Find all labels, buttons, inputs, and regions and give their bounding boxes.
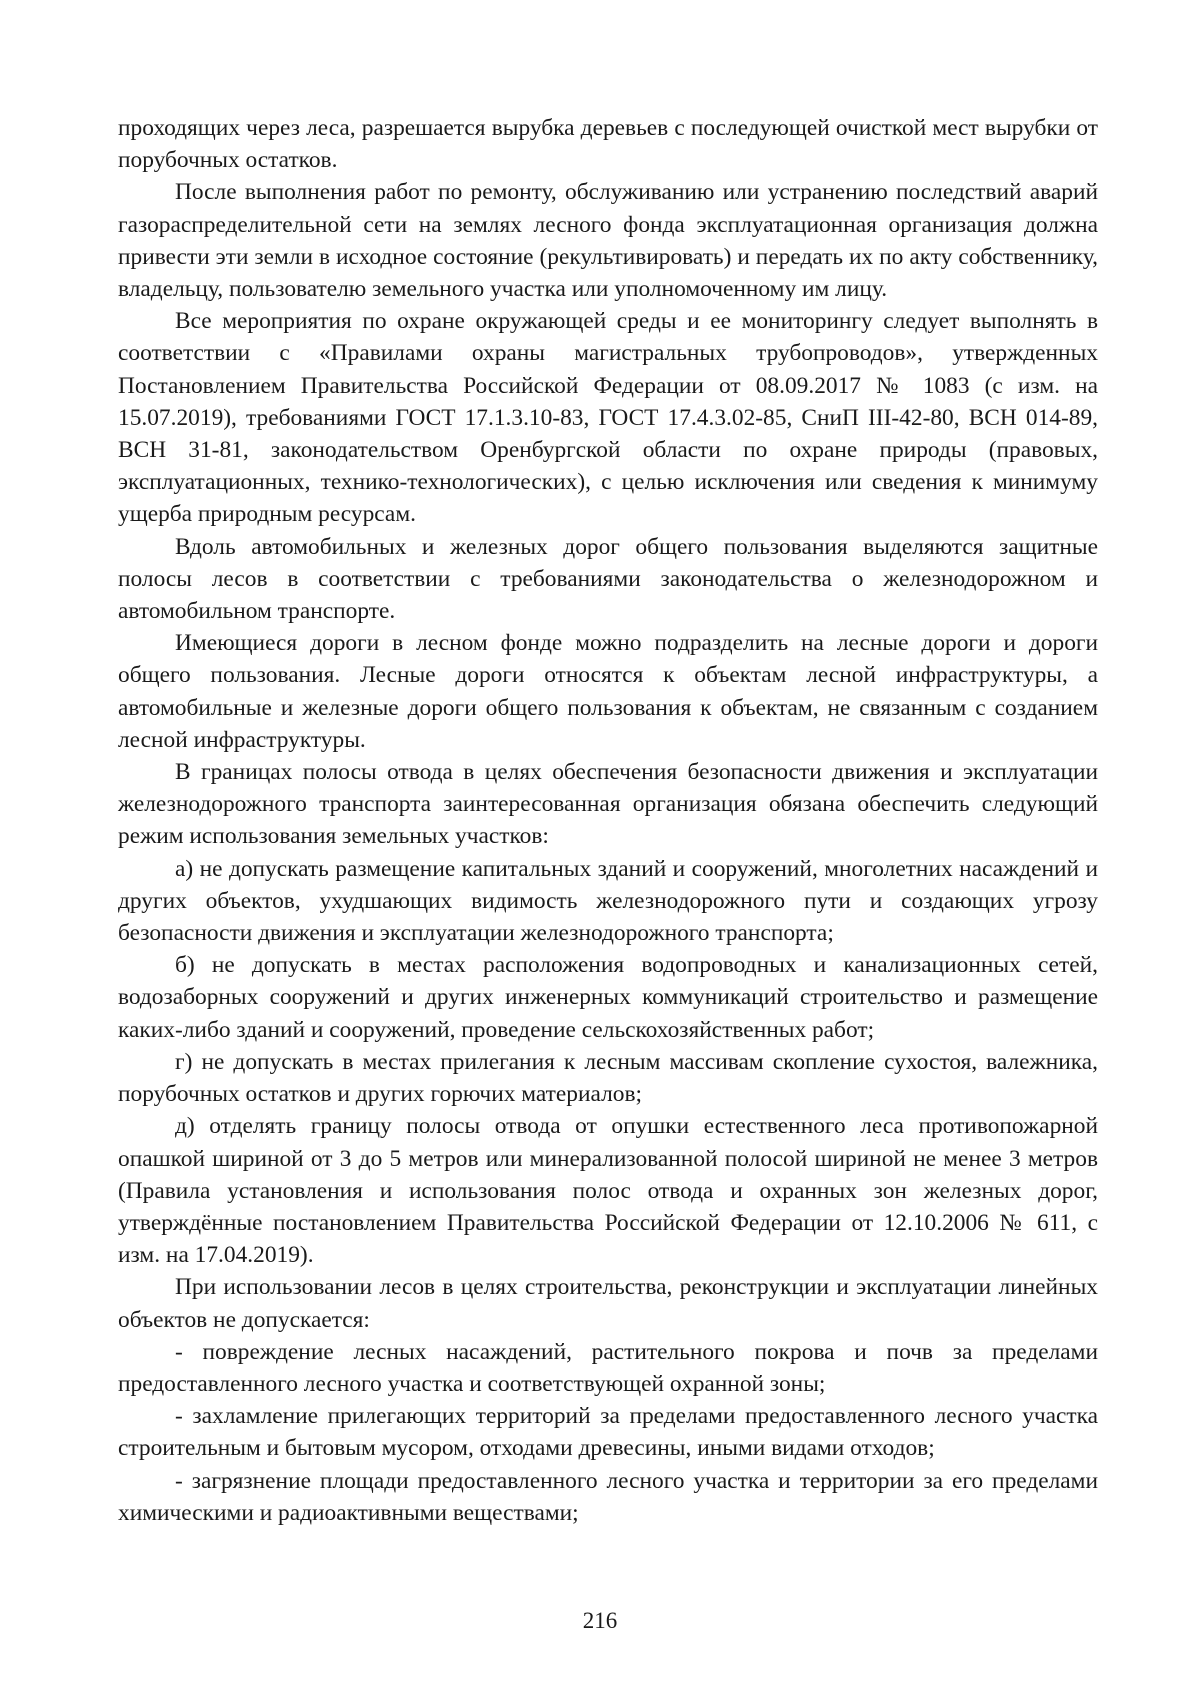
list-item-a: а) не допускать размещение капитальных зданий и сооружений, многолетних насаждений и других объектов, ухудшающих видимость железнодорожного пути и создающих угрозу безопасности движения и эксплуатации железнодорожного транспорта; [118,855,1098,947]
paragraph-protective-strips: Вдоль автомобильных и железных дорог общего пользования выделяются защитные полосы лесов в соответствии с требованиями законодательства о железнодорожном и автомобильном транспорте. [118,533,1098,625]
paragraph-restoration: После выполнения работ по ремонту, обслуживанию или устранению последствий аварий газораспределительной сети на землях лесного фонда эксплуатационная организация должна привести эти земли в исходное состояние (рекультивировать) и передать их по акту собственнику, владельцу, пользователю земельного участка или уполномоченному им лицу. [118,179,1098,303]
paragraph-environment: Все мероприятия по охране окружающей среды и ее мониторингу следует выполнять в соответствии с «Правилами охраны магистральных трубопроводов», утвержденных Постановлением Правительства Российской Федерации от 08.09.2017 № 1083 (с изм. на 15.07.2019), требованиями ГОСТ 17.1.3.10-83, ГОСТ 17.4.3.02-85, СниП III-42-80, ВСН 014-89, ВСН 31-81, законодательством Оренбургской области по охране природы (правовых, эксплуатационных, технико-технологических), с целью исключения или сведения к минимуму ущерба природным ресурсам. [118,308,1098,528]
list-item-b: б) не допускать в местах расположения водопроводных и канализационных сетей, водозаборных сооружений и других инженерных коммуникаций строительство и размещение каких-либо зданий и сооружений, проведение сельскохозяйственных работ; [118,952,1098,1043]
list-item-d: д) отделять границу полосы отвода от опушки естественного леса противопожарной опашкой шириной от 3 до 5 метров или минерализованной полосой шириной не менее 3 метров (Правила установления и использования полос отвода и охранных зон железных дорог, утверждённые постановлением Правительства Российской Федерации от 12.10.2006 № 611, с изм. на 17.04.2019). [118,1113,1098,1269]
dash-item-damage: - повреждение лесных насаждений, растительного покрова и почв за пределами предоставленного лесного участка и соответствующей охранной зоны; [118,1338,1098,1397]
dash-item-pollution: - загрязнение площади предоставленного лесного участка и территории за его пределами химическими и радиоактивными веществами; [118,1467,1098,1526]
paragraph-continuation: проходящих через леса, разрешается вырубка деревьев с последующей очисткой мест вырубки от порубочных остатков. [118,115,1098,174]
paragraph-roads: Имеющиеся дороги в лесном фонде можно подразделить на лесные дороги и дороги общего пользования. Лесные дороги относятся к объектам лесной инфраструктуры, а автомобильные и железные дороги общего пользования к объектам, не связанным с созданием лесной инфраструктуры. [118,630,1098,753]
paragraph-prohibited: При использовании лесов в целях строительства, реконструкции и эксплуатации линейных объектов не допускается: [118,1274,1098,1333]
document-body [118,112,1098,1529]
page-number: 216 [582,1608,618,1633]
paragraph-right-of-way: В границах полосы отвода в целях обеспечения безопасности движения и эксплуатации железнодорожного транспорта заинтересованная организация обязана обеспечить следующий режим использования земельных участков: [118,759,1098,850]
list-item-g: г) не допускать в местах прилегания к лесным массивам скопление сухостоя, валежника, порубочных остатков и других горючих материалов; [118,1048,1098,1108]
dash-item-littering: - захламление прилегающих территорий за пределами предоставленного лесного участка строительным и бытовым мусором, отходами древесины, иными видами отходов; [118,1403,1098,1462]
